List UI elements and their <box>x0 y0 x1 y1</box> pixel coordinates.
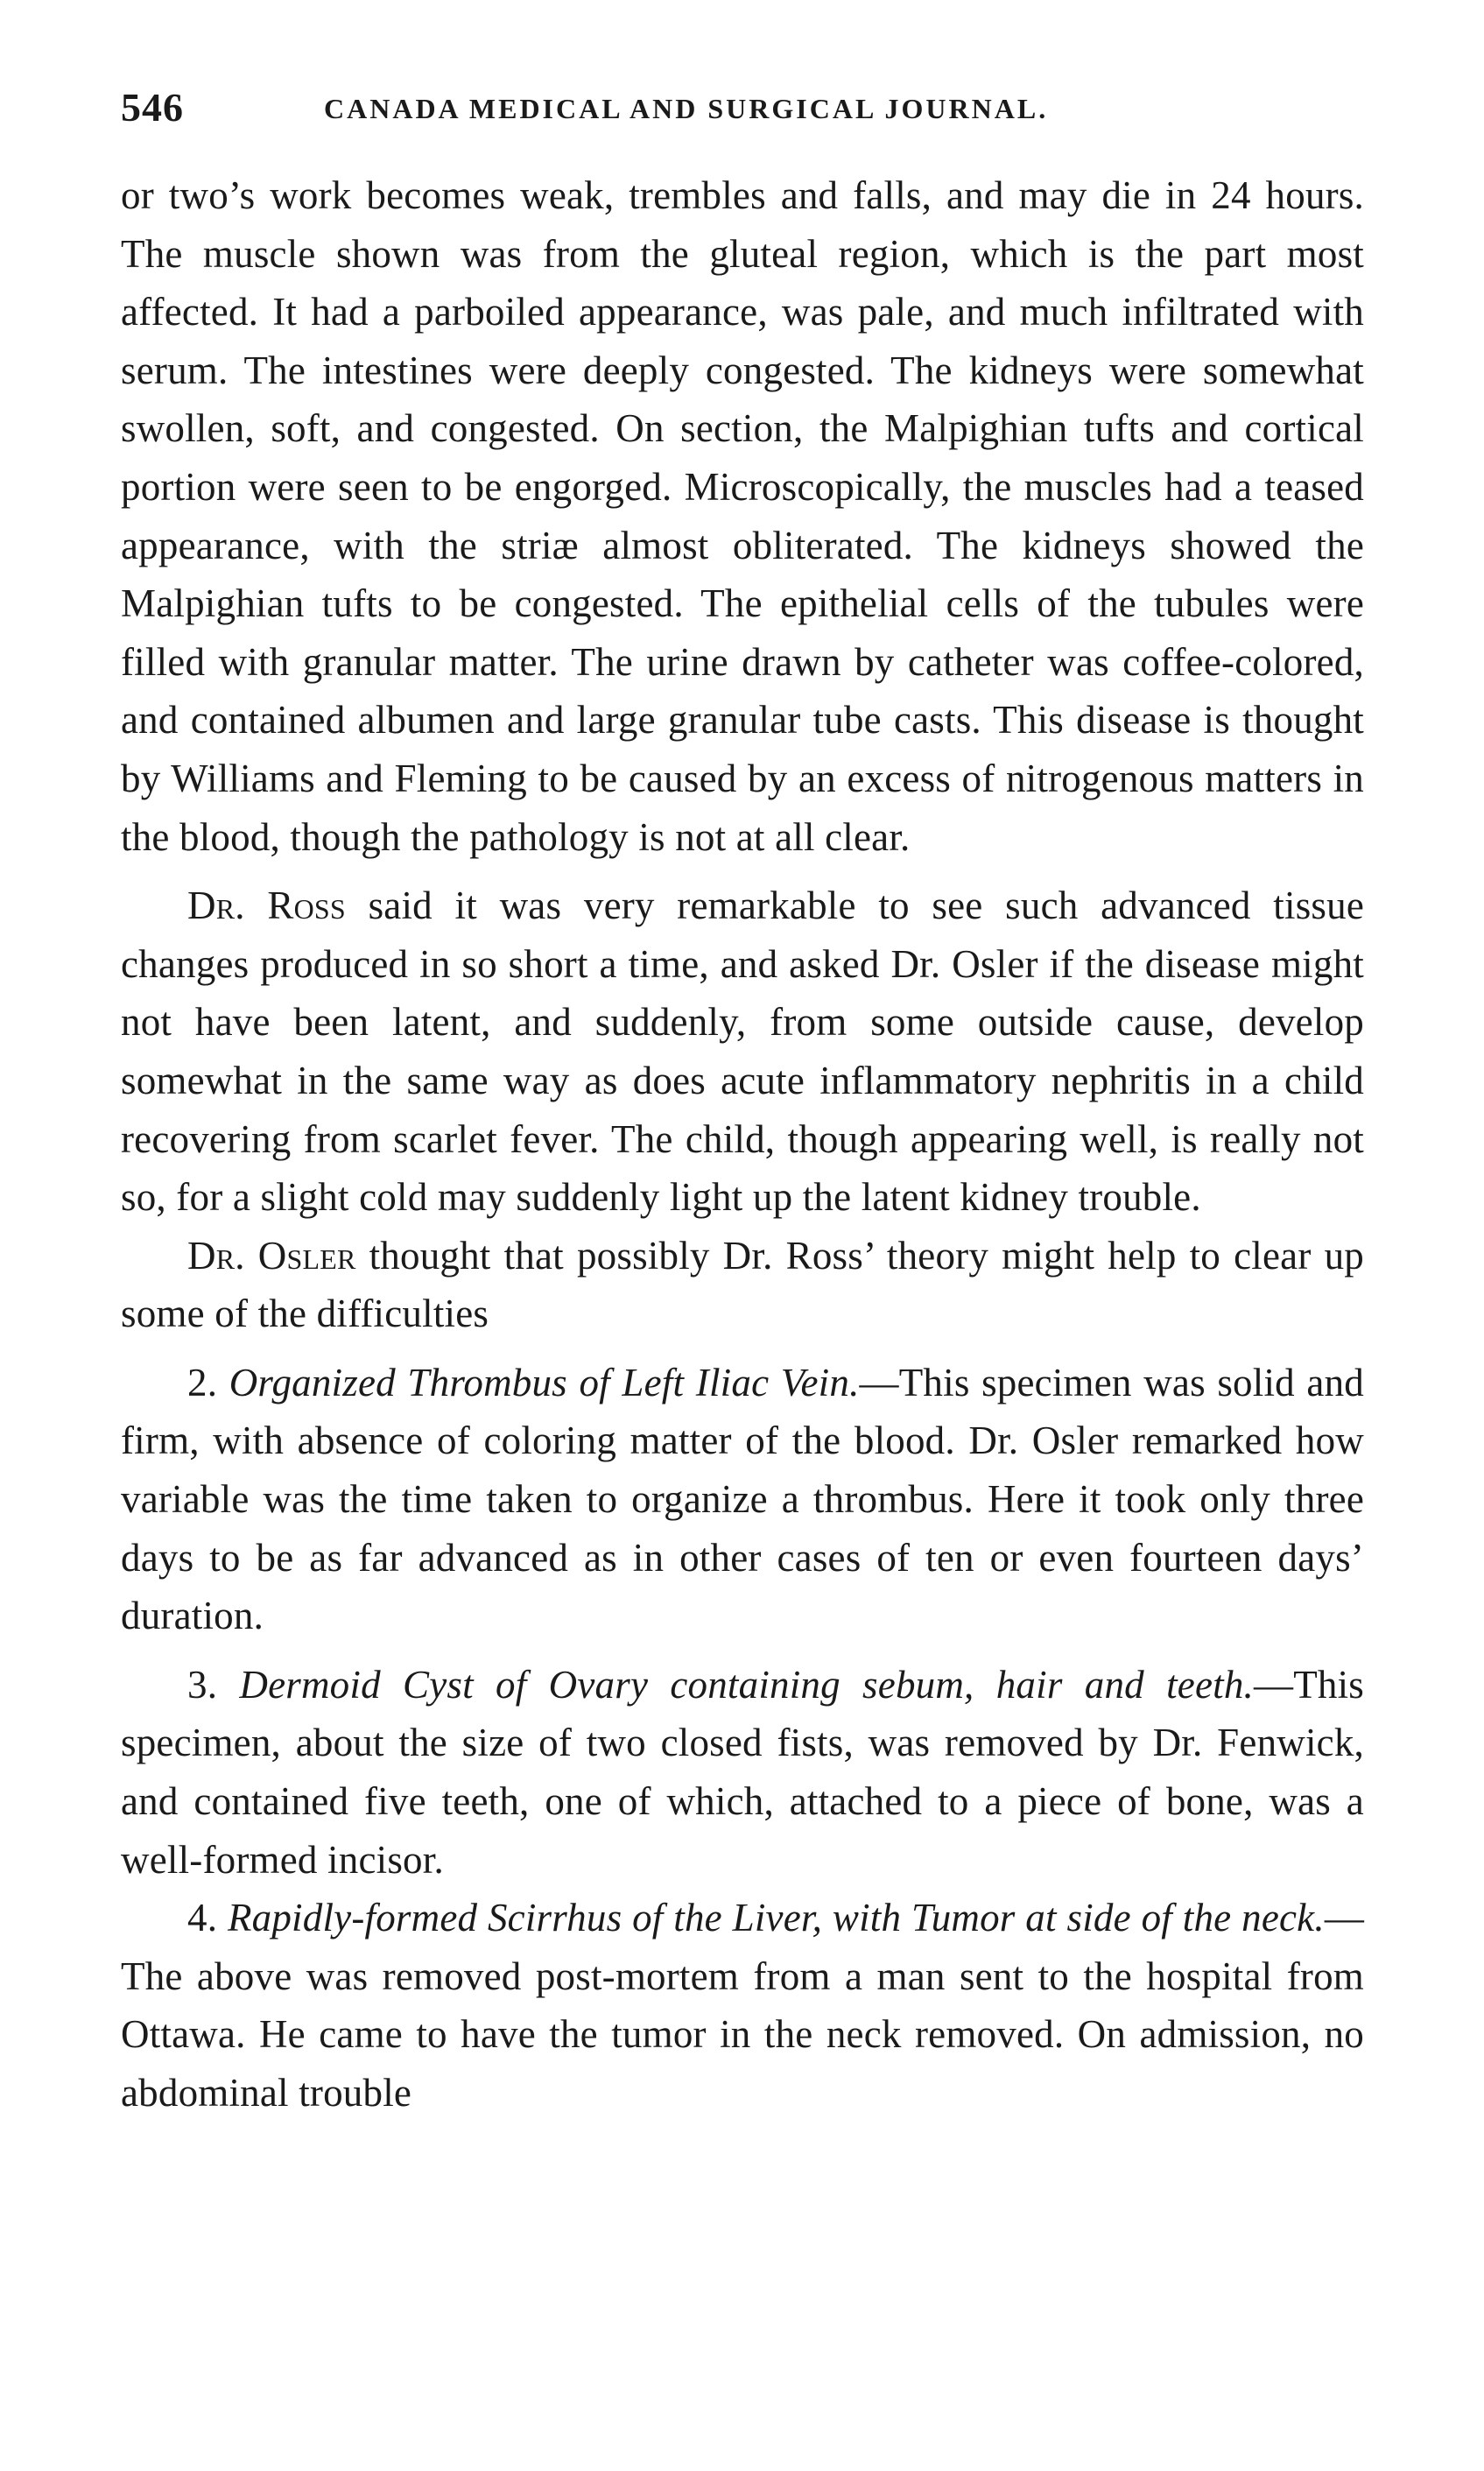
specimen-title: Rapidly-formed Scirrhus of the Liver, with Tumor at side of the neck. <box>227 1896 1325 1940</box>
paragraph-dr-ross <box>121 876 1364 1227</box>
paragraph-specimen-3 <box>121 1656 1364 1889</box>
paragraph-specimen-4 <box>121 1889 1364 2122</box>
speaker-name: Dr. Osler <box>187 1233 356 1278</box>
specimen-title: Organized Thrombus of Left Iliac Vein. <box>229 1360 860 1404</box>
article-body <box>121 166 1364 2123</box>
paragraph-specimen-2 <box>121 1354 1364 1645</box>
item-number: 3. <box>187 1662 240 1707</box>
paragraph-text: thought that possibly Dr. Ross’ theory might help to clear up some of the difficulties <box>121 1233 1364 1336</box>
paragraph-muscle-findings: or two’s work becomes weak, trembles and falls, and may die in 24 hours. The muscle shown was from the gluteal region, which is the part most affected. It had a parboiled appearance, was pale, and much infiltrated with serum. The intestines were deeply congested. The kidneys were somewhat swollen, soft, and congested. On section, the Malpighian tufts and cortical portion were seen to be engorged. Microscopically, the muscles had a teased appearance, with the striæ almost obliterated. The kidneys showed the Malpighian tufts to be congested. The epithelial cells of the tubules were filled with granular matter. The urine drawn by catheter was coffee-colored, and contained albumen and large granular tube casts. This disease is thought by Williams and Fleming to be caused by an excess of nitrogenous matters in the blood, though the pathology is not at all clear. <box>121 173 1364 859</box>
paragraph-text: said it was very remarkable to see such advanced tissue changes produced in so short a time, and asked Dr. Osler if the disease might not have been latent, and suddenly, from some outside cause, develop somewhat in the same way as does acute inflammatory nephritis in a child recovering from scarlet fever. The child, though appearing well, is really not so, for a slight cold may suddenly light up the latent kidney trouble. <box>121 884 1364 1220</box>
paragraph-text: —The above was removed post-mortem from a man sent to the hospital from Ottawa. He came to have the tumor in the neck removed. On admission, no abdominal trouble <box>121 1896 1365 2115</box>
item-number: 4. <box>187 1896 228 1940</box>
paragraph-dr-osler <box>121 1227 1364 1343</box>
item-number: 2. <box>187 1360 229 1404</box>
paragraph-text: —This specimen, about the size of two closed fists, was removed by Dr. Fenwick, and contained five teeth, one of which, attached to a piece of bone, was a well-formed incisor. <box>121 1662 1365 1882</box>
running-head: CANADA MEDICAL AND SURGICAL JOURNAL. <box>324 93 1049 124</box>
specimen-title: Dermoid Cyst of Ovary containing sebum, hair and teeth. <box>239 1662 1254 1707</box>
paragraph-text: —This specimen was solid and firm, with absence of coloring matter of the blood. Dr. Osler remarked how variable was the time taken to organize a thrombus. Here it took only three days to be as far advanced as in other cases of ten or even fourteen days’ duration. <box>121 1360 1364 1638</box>
page-number: 546 <box>121 85 184 130</box>
speaker-name: Dr. Ross <box>187 884 346 928</box>
page-header <box>121 84 1364 137</box>
